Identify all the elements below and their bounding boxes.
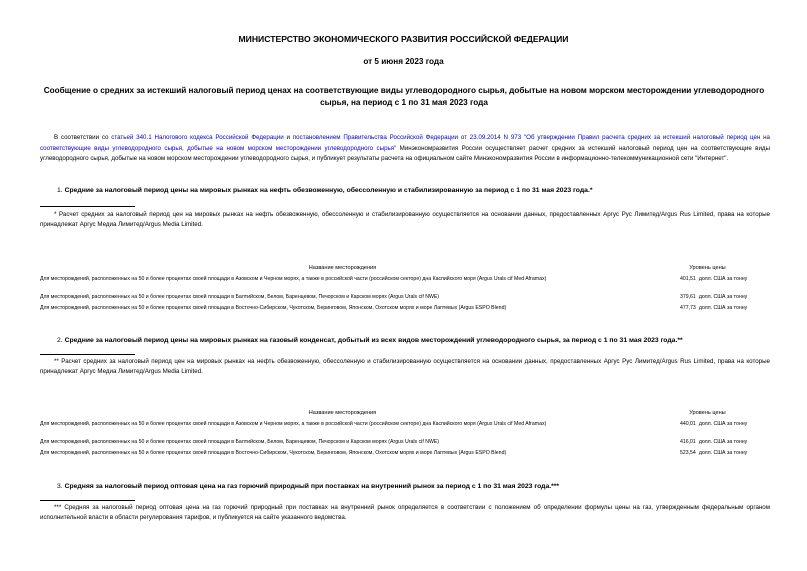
deposit-name: Для месторождений, расположенных на 50 и более процентах своей площади в Восточно-Сибирском, Чукотском, Беринговом, Японском, Охотском морях и море Лаптевых (Argus ESPO Blend) <box>40 450 507 456</box>
section-3-heading <box>57 483 777 490</box>
price-value: 416,01 <box>679 439 696 445</box>
price-value: 440,01 <box>679 421 696 427</box>
government-decree-link[interactable]: постановлением Правительства Российской Федерации от 23.09.2014 N 973 "Об утверждении Правил расчета средних за истекший налоговый период цен на соответствующие виды углеводородного сырья, добытые на новом морском месторождении углеводородного сырья" <box>40 134 770 152</box>
section-1-number: 1. <box>57 187 65 194</box>
table-row <box>40 305 770 316</box>
column-header-name: Название месторождения <box>308 410 377 416</box>
document-title: Сообщение о средних за истекший налоговый период ценах на соответствующие виды углеводородного сырья, добытые на новом морском месторождении углеводородного сырья, на период с 1 по 31 мая 2023 года <box>43 86 765 107</box>
section-2-title: Средние за налоговый период цены на мировых рынках на газовый конденсат, добытый из всех видов месторождений углеводородного сырья, за период с 1 по 31 мая 2023 года.** <box>64 337 683 344</box>
section-1-footnote: * Расчет средних за налоговый период цен на мировых рынках на нефть обезвоженную, обессоленную и стабилизированную осуществляется на основании данных, предоставленных Аргус Рус Лимитед/Argus Rus Limited, права на которые принадлежат Аргус Медиа Лимитед/Argus Media Limited. <box>40 211 770 229</box>
column-header-name: Название месторождения <box>308 265 377 271</box>
price-unit: долл. США за тонну <box>698 421 748 427</box>
footnote-divider <box>40 500 135 501</box>
section-2-heading <box>57 337 777 344</box>
deposit-name: Для месторождений, расположенных на 50 и более процентах своей площади в Азовском и Черном морях, а также в российской части (российском секторе) дна Каспийского моря (Argus Urals cif Med Aframax) <box>40 421 547 427</box>
column-header-price: Уровень цены <box>689 265 726 271</box>
deposit-name: Для месторождений, расположенных на 50 и более процентах своей площади в Восточно-Сибирском, Чукотском, Беринговом, Японском, Охотском морях и море Лаптевых (Argus ESPO Blend) <box>40 305 507 311</box>
price-unit: долл. США за тонну <box>698 294 748 300</box>
deposit-name: Для месторождений, расположенных на 50 и более процентах своей площади в Азовском и Черном морях, а также в российской части (российском секторе) дна Каспийского моря (Argus Urals cif Med Aframax) <box>40 276 547 282</box>
price-unit: долл. США за тонну <box>698 276 748 282</box>
ministry-name: МИНИСТЕРСТВО ЭКОНОМИЧЕСКОГО РАЗВИТИЯ РОССИЙСКОЙ ФЕДЕРАЦИИ <box>238 34 569 44</box>
document-date: от 5 июня 2023 года <box>363 57 444 66</box>
price-value: 401,51 <box>679 276 696 282</box>
price-unit: долл. США за тонну <box>698 439 748 445</box>
price-value: 477,73 <box>679 305 696 311</box>
footnote-divider <box>40 206 135 207</box>
footnote-divider <box>40 354 135 355</box>
price-unit: долл. США за тонну <box>698 305 748 311</box>
section-3-footnote: *** Средняя за налоговый период оптовая цена на газ горючий природный при поставках на внутренний рынок определяется в соответствии с положением об определении формулы цены на газ, утвержденным федеральным органом исполнительной власти в области регулирования тарифов, и публикуется на сайте указанного ведомства. <box>40 504 770 522</box>
table-row <box>40 439 770 450</box>
column-header-price: Уровень цены <box>689 410 726 416</box>
section-2-number: 2. <box>57 337 65 344</box>
section-1-title: Средние за налоговый период цены на мировых рынках на нефть обезвоженную, обессоленную и стабилизированную за период с 1 по 31 мая 2023 года.* <box>64 187 593 194</box>
intro-mid: и <box>283 134 293 141</box>
section-1-heading <box>57 187 777 194</box>
intro-prefix: В соответствии со <box>54 134 112 141</box>
tax-code-link[interactable]: статьей 340.1 Налогового кодекса Российской Федерации <box>111 134 284 141</box>
table-row <box>40 276 770 294</box>
table-row <box>40 450 770 461</box>
section-3-number: 3. <box>57 483 65 490</box>
price-unit: долл. США за тонну <box>698 450 748 456</box>
section-1-price-table <box>40 265 770 316</box>
section-3-title: Средняя за налоговый период оптовая цена на газ горючий природный при поставках на внутренний рынок за период с 1 по 31 мая 2023 года.*** <box>64 483 560 490</box>
price-value: 523,54 <box>679 450 696 456</box>
deposit-name: Для месторождений, расположенных на 50 и более процентах своей площади в Балтийском, Белом, Баренцевом, Печорском и Карском морях (Argus Urals cif NWE) <box>40 294 440 300</box>
intro-suffix: Минэкономразвития России осуществляет расчет средних за истекший налоговый период цен на соответствующие виды углеводородного сырья, добытые на новом морском месторождении углеводородного сырья, и публикует результаты расчета на официальном сайте Минэкономразвития России в информационно-телекоммуникационной сети "Интернет". <box>40 144 770 163</box>
table-row <box>40 421 770 439</box>
intro-paragraph <box>40 133 770 165</box>
price-value: 379,61 <box>679 294 696 300</box>
section-2-price-table <box>40 410 770 461</box>
section-2-footnote: ** Расчет средних за налоговый период цен на мировых рынках на нефть обезвоженную, обессоленную и стабилизированную осуществляется на основании данных, предоставленных Аргус Рус Лимитед/Argus Rus Limited, права на которые принадлежат Аргус Медиа Лимитед/Argus Media Limited. <box>40 358 770 376</box>
table-row <box>40 294 770 305</box>
deposit-name: Для месторождений, расположенных на 50 и более процентах своей площади в Балтийском, Белом, Баренцевом, Печорском и Карском морях (Argus Urals cif NWE) <box>40 439 440 445</box>
